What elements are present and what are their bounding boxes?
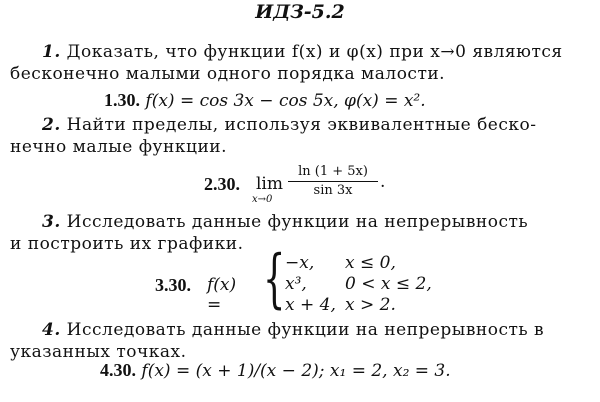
task3-line1	[42, 212, 528, 232]
task1-variant-line	[104, 90, 426, 111]
case-1-expr: −x,	[285, 253, 315, 273]
task2-variant: 2.30.	[204, 174, 240, 194]
task3-text2: и построить их графики.	[10, 234, 244, 254]
case-1-cond: x ≤ 0,	[345, 253, 396, 273]
task4-formula: f(x) = (x + 1)/(x − 2); x₁ = 2, x₂ = 3.	[141, 361, 451, 381]
fraction-numerator: ln (1 + 5x)	[298, 164, 368, 179]
task4-variant: 4.30.	[100, 360, 136, 380]
task1-text2: бесконечно малыми одного порядка малости.	[10, 64, 446, 84]
case-2-cond: 0 < x ≤ 2,	[345, 274, 432, 294]
task3-text1: Исследовать данные функции на непрерывность	[66, 212, 529, 232]
fraction-bar	[288, 181, 378, 182]
task4-text1: Исследовать данные функции на непрерывность в	[66, 320, 545, 340]
task4-variant-line	[100, 360, 451, 381]
piecewise-brace: {	[263, 242, 286, 316]
case-3-expr: x + 4,	[285, 295, 336, 315]
task2-text1: Найти пределы, используя эквивалентные беско-	[66, 115, 537, 135]
task1-text1: Доказать, что функции f(x) и φ(x) при x→0 являются	[66, 42, 563, 62]
task4-line1	[42, 320, 544, 340]
task3-number: 3.	[42, 212, 61, 232]
case-2-expr: x³,	[285, 274, 307, 294]
document-title: ИДЗ-5.2	[255, 1, 345, 23]
task2-line1	[42, 115, 537, 135]
task4-text2: указанных точках.	[10, 342, 187, 362]
case-3-cond: x > 2.	[345, 295, 396, 315]
task1-variant: 1.30.	[104, 90, 140, 110]
task2-text2: нечно малые функции.	[10, 137, 228, 157]
limit-subscript: x→0	[252, 194, 273, 205]
task1-formula: f(x) = cos 3x − cos 5x, φ(x) = x².	[145, 91, 426, 111]
task2-number: 2.	[42, 115, 61, 135]
task4-number: 4.	[42, 320, 61, 340]
task3-lhs: f(x) =	[207, 275, 237, 315]
task1-number: 1.	[42, 42, 61, 62]
limit-word: lim	[256, 174, 283, 194]
limit-period: .	[380, 172, 386, 192]
fraction-denominator: sin 3x	[313, 183, 353, 198]
limit-fraction	[288, 164, 378, 199]
task3-variant: 3.30.	[155, 275, 191, 295]
task1-line1	[42, 42, 563, 62]
